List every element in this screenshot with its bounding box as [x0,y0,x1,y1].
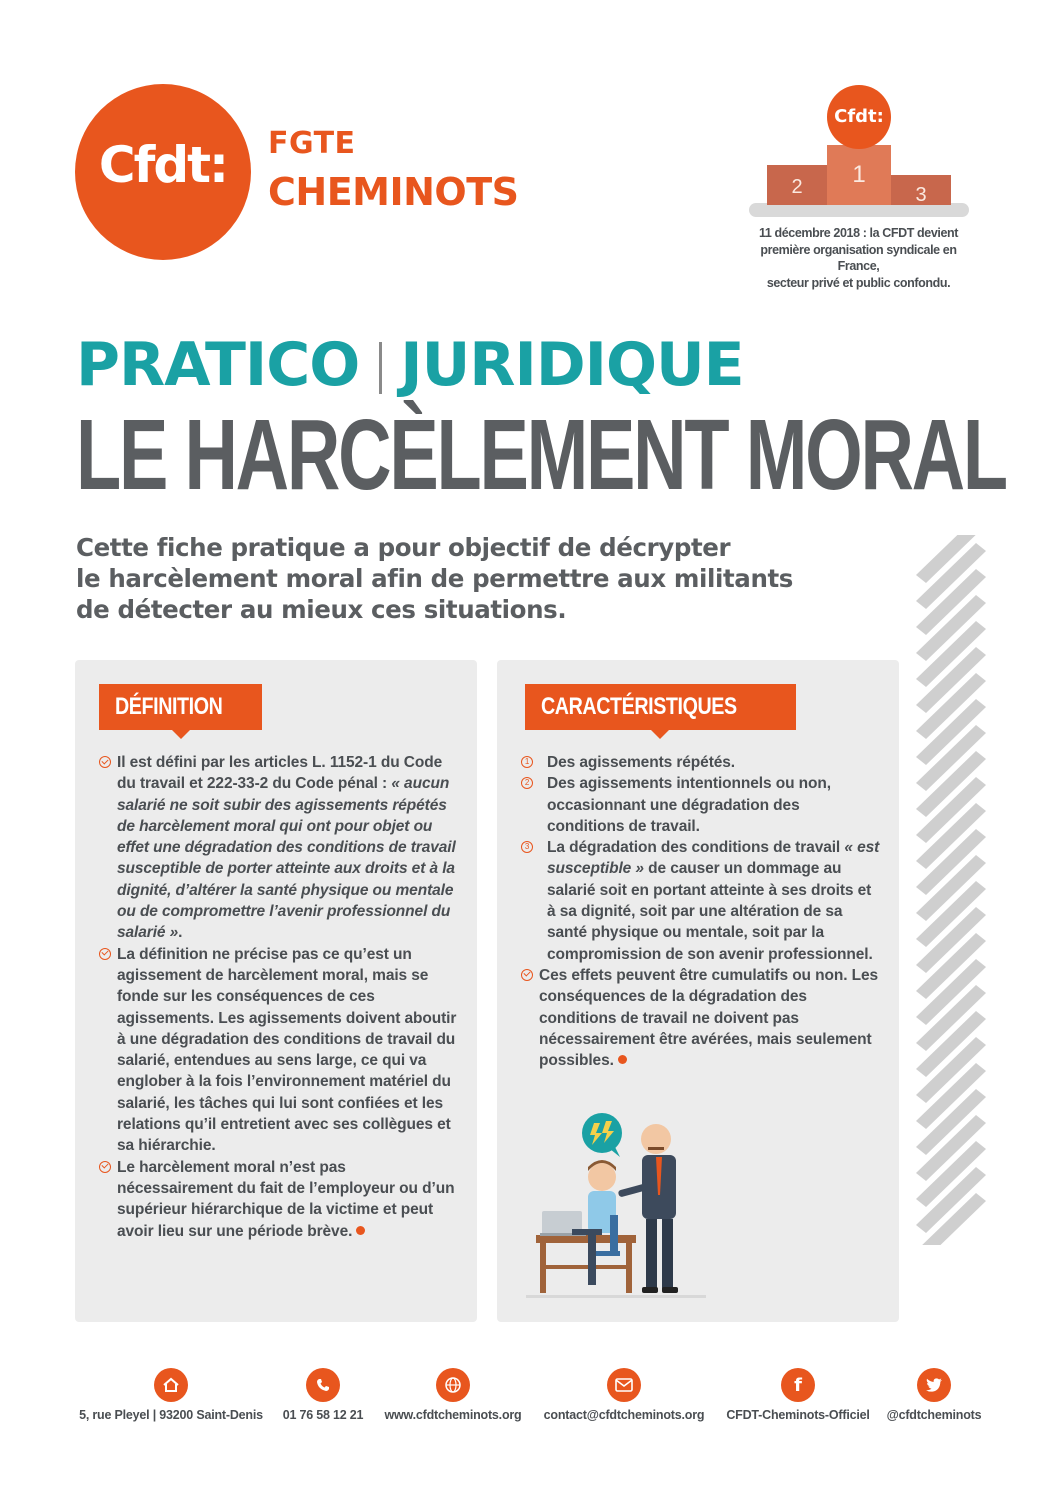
footer-address [76,1368,266,1422]
number-1-icon: 1 [521,756,533,768]
podium-logo-bubble: Cfdt: [827,85,891,149]
podium-caption-line2: première organisation syndicale en France, [760,242,957,273]
list-item: 1 Des agissements répétés. [521,752,881,773]
email-link[interactable]: contact@cfdtcheminots.org [543,1408,705,1422]
check-circle-icon [99,1161,111,1173]
title-separator [379,342,382,394]
caracteristiques-list [521,752,881,1071]
podium-base [749,203,969,217]
footer-facebook[interactable] [718,1368,878,1422]
title-pratico: PRATICO [76,330,360,400]
phone-text: 01 76 58 12 21 [282,1408,364,1422]
caracteristiques-heading: CARACTÉRISTIQUES [525,684,796,730]
section-title [76,330,744,402]
list-item: Le harcèlement moral n’est pas nécessairement du fait de l’employeur ou d’un supérieur hiérarchique de la victime et peut avoir lieu sur une période brève. [99,1157,459,1242]
definition-list [99,752,459,1242]
check-circle-icon [99,756,111,768]
cfdt-logo [75,84,251,260]
check-circle-icon [99,948,111,960]
decorative-stripes [912,535,992,1245]
list-item: Ces effets peuvent être cumulatifs ou non. Les conséquences de la dégradation des conditions de travail ne doivent pas nécessairement être avérées, mais seulement possibles. [521,965,881,1071]
home-icon [154,1368,188,1402]
harassment-illustration [522,1105,722,1305]
podium-first: 1 [827,145,891,205]
list-item: 2 Des agissements intentionnels ou non, occasionnant une dégradation des conditions de travail. [521,773,881,837]
org-name-line2: CHEMINOTS [268,170,519,214]
intro-line2: le harcèlement moral afin de permettre aux militants [76,564,793,593]
website-link[interactable]: www.cfdtcheminots.org [384,1408,522,1422]
footer-website[interactable] [380,1368,526,1422]
facebook-icon: f [781,1368,815,1402]
check-circle-icon [521,969,533,981]
number-2-icon: 2 [521,777,533,789]
envelope-icon [607,1368,641,1402]
end-bullet-icon [618,1055,627,1064]
twitter-icon [917,1368,951,1402]
footer-phone [278,1368,368,1422]
address-text: 5, rue Pleyel | 93200 Saint-Denis [79,1408,263,1422]
number-3-icon: 3 [521,841,533,853]
globe-icon [436,1368,470,1402]
list-item: La définition ne précise pas ce qu’est un agissement de harcèlement moral, mais se fonde sur les conséquences de ces agissements. Les agissements doivent aboutir à une dégradation des conditions de travail du salarié, entendues au sens large, ce qui va englober à la fois l’environnement matériel du salarié, les tâches qui lui sont confiées et les relations qu’il entretient avec ses collègues et sa hiérarchie. [99,944,459,1157]
footer-email[interactable] [538,1368,710,1422]
podium-caption [745,225,972,291]
legal-quote: « aucun salarié ne soit subir des agissements répétés de harcèlement moral qui ont pour objet ou effet une dégradation des conditions de travail susceptible de porter atteinte aux droits et à la dignité, d’altérer la santé physique ou mentale ou de compromettre l’avenir professionnel du salarié » [117,775,456,942]
intro-line3: de détecter au mieux ces situations. [76,595,567,624]
intro-text [76,532,836,625]
intro-line1: Cette fiche pratique a pour objectif de décrypter [76,533,731,562]
podium-caption-line1: 11 décembre 2018 : la CFDT devient [759,226,958,240]
end-bullet-icon [356,1226,365,1235]
twitter-link[interactable]: @cfdtcheminots [886,1408,982,1422]
org-name-line1: FGTE [268,126,356,161]
podium-illustration [745,85,970,225]
podium-third: 3 [891,175,951,205]
page-title: LE HARCÈLEMENT MORAL [76,399,1006,511]
facebook-link[interactable]: CFDT-Cheminots-Officiel [726,1408,870,1422]
list-item: Il est défini par les articles L. 1152-1 du Code du travail et 222-33-2 du Code pénal : « aucun salarié ne soit subir des agissements répétés de harcèlement moral qui ont pour objet ou effet une dégradation des conditions de travail susceptible de porter atteinte aux droits et à la dignité, d’altérer la santé physique ou mentale ou de compromettre l’avenir professionnel du salarié ». [99,752,459,944]
footer-twitter[interactable] [884,1368,984,1422]
logo-text: Cfdt: [98,136,228,194]
phone-icon [306,1368,340,1402]
podium-second: 2 [767,165,827,205]
podium-caption-line3: secteur privé et public confondu. [766,275,951,290]
definition-panel [75,660,477,1322]
title-juridique: JURIDIQUE [400,330,744,400]
definition-heading: DÉFINITION [99,684,262,730]
list-item: 3 La dégradation des conditions de travail « est susceptible » de causer un dommage au salarié soit en portant atteinte à ses droits et à sa dignité, soit par une altération de sa santé physique ou mentale, soit par la compromission de son avenir professionnel. [521,837,881,965]
